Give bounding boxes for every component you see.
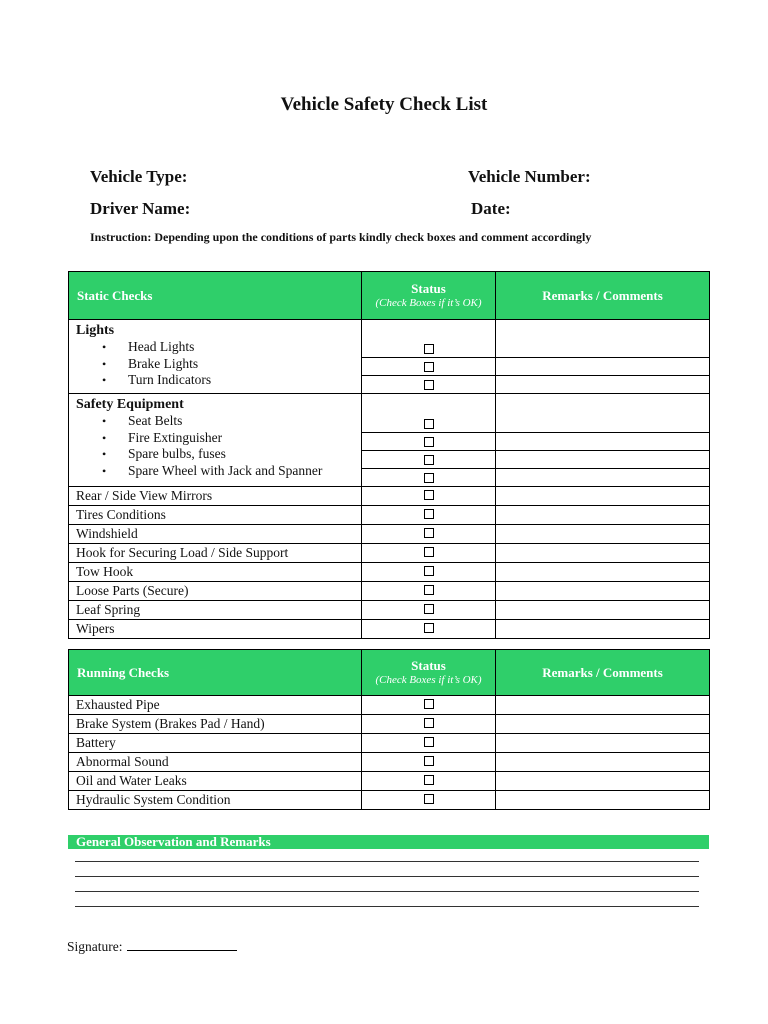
group-safety-equipment	[69, 394, 710, 487]
status-cell	[362, 791, 496, 810]
running-checks-header: Running Checks	[69, 650, 362, 696]
status-cell	[362, 320, 496, 394]
status-cell	[362, 582, 496, 601]
status-cell	[362, 753, 496, 772]
status-slot	[362, 432, 495, 450]
remarks-cell	[496, 320, 710, 394]
status-cell	[362, 525, 496, 544]
signature-block	[67, 939, 237, 955]
checkbox[interactable]	[424, 419, 434, 429]
remarks-slot[interactable]	[496, 394, 709, 432]
check-item: Brake System (Brakes Pad / Hand)	[69, 715, 362, 734]
remarks-cell[interactable]	[496, 525, 710, 544]
checkbox[interactable]	[424, 718, 434, 728]
checkbox[interactable]	[424, 623, 434, 633]
remarks-cell[interactable]	[496, 601, 710, 620]
check-item: Wipers	[69, 620, 362, 639]
remarks-slot[interactable]	[496, 320, 709, 357]
remarks-header: Remarks / Comments	[496, 272, 710, 320]
status-header-label: Status	[411, 280, 446, 296]
remarks-cell[interactable]	[496, 506, 710, 525]
status-cell	[362, 620, 496, 639]
table-row	[69, 487, 710, 506]
table-row	[69, 582, 710, 601]
status-cell	[362, 563, 496, 582]
remarks-header: Remarks / Comments	[496, 650, 710, 696]
check-item: Battery	[69, 734, 362, 753]
check-item: Tow Hook	[69, 563, 362, 582]
remarks-slot[interactable]	[496, 450, 709, 468]
remarks-slot[interactable]	[496, 468, 709, 486]
table-row	[69, 544, 710, 563]
status-slot	[362, 320, 495, 357]
check-item: Loose Parts (Secure)	[69, 582, 362, 601]
check-item: Windshield	[69, 525, 362, 544]
list-item: • Fire Extinguisher	[76, 430, 354, 447]
date-label: Date:	[471, 199, 511, 218]
remarks-cell[interactable]	[496, 734, 710, 753]
status-header	[362, 650, 496, 696]
table-row	[69, 525, 710, 544]
running-checks-table	[68, 649, 710, 810]
remarks-slot[interactable]	[496, 357, 709, 375]
remarks-cell	[496, 394, 710, 487]
list-item: • Seat Belts	[76, 413, 354, 430]
checkbox[interactable]	[424, 473, 434, 483]
table-row	[69, 601, 710, 620]
remarks-cell[interactable]	[496, 582, 710, 601]
status-cell	[362, 601, 496, 620]
status-slot	[362, 357, 495, 375]
checkbox[interactable]	[424, 566, 434, 576]
checkbox[interactable]	[424, 490, 434, 500]
group-lights-cell	[69, 320, 362, 394]
checkbox[interactable]	[424, 699, 434, 709]
check-item: Rear / Side View Mirrors	[69, 487, 362, 506]
checkbox[interactable]	[424, 794, 434, 804]
signature-line[interactable]	[127, 939, 237, 951]
checkbox[interactable]	[424, 547, 434, 557]
remarks-cell[interactable]	[496, 487, 710, 506]
table-row	[69, 753, 710, 772]
driver-name-label: Driver Name:	[90, 199, 191, 218]
page-title: Vehicle Safety Check List	[280, 94, 488, 115]
remarks-slot[interactable]	[496, 375, 709, 393]
check-item: Hydraulic System Condition	[69, 791, 362, 810]
status-header-note: (Check Boxes if it’s OK)	[375, 296, 482, 309]
status-header-note: (Check Boxes if it’s OK)	[375, 673, 482, 686]
list-item: • Brake Lights	[76, 356, 354, 373]
table-row	[69, 696, 710, 715]
instruction-text: Instruction: Depending upon the conditions of parts kindly check boxes and comment accordingly	[90, 230, 592, 244]
group-safety-cell	[69, 394, 362, 487]
remarks-cell[interactable]	[496, 791, 710, 810]
observation-line[interactable]	[75, 861, 699, 862]
checkbox[interactable]	[424, 756, 434, 766]
status-cell	[362, 506, 496, 525]
checkbox[interactable]	[424, 380, 434, 390]
checkbox[interactable]	[424, 509, 434, 519]
check-item: Oil and Water Leaks	[69, 772, 362, 791]
checkbox[interactable]	[424, 344, 434, 354]
group-title: Lights	[76, 323, 115, 338]
observation-line[interactable]	[75, 876, 699, 877]
status-cell	[362, 715, 496, 734]
checkbox[interactable]	[424, 362, 434, 372]
status-cell	[362, 734, 496, 753]
checkbox[interactable]	[424, 455, 434, 465]
remarks-cell[interactable]	[496, 696, 710, 715]
group-title: Safety Equipment	[76, 397, 184, 412]
checkbox[interactable]	[424, 437, 434, 447]
group-lights	[69, 320, 710, 394]
static-checks-header: Static Checks	[69, 272, 362, 320]
check-item: Tires Conditions	[69, 506, 362, 525]
remarks-slot[interactable]	[496, 432, 709, 450]
table-row	[69, 791, 710, 810]
vehicle-type-label: Vehicle Type:	[90, 167, 188, 186]
signature-label: Signature:	[67, 939, 123, 954]
table-row	[69, 563, 710, 582]
table-row	[69, 772, 710, 791]
table-row	[69, 734, 710, 753]
check-item: Abnormal Sound	[69, 753, 362, 772]
table-row	[69, 620, 710, 639]
check-item: Leaf Spring	[69, 601, 362, 620]
observation-line[interactable]	[75, 891, 699, 892]
list-item: • Head Lights	[76, 339, 354, 356]
checkbox[interactable]	[424, 528, 434, 538]
checkbox[interactable]	[424, 585, 434, 595]
remarks-cell[interactable]	[496, 620, 710, 639]
status-slot	[362, 375, 495, 393]
checkbox[interactable]	[424, 604, 434, 614]
remarks-cell[interactable]	[496, 544, 710, 563]
table-row	[69, 715, 710, 734]
check-item: Hook for Securing Load / Side Support	[69, 544, 362, 563]
vehicle-number-label: Vehicle Number:	[468, 167, 591, 186]
checkbox[interactable]	[424, 775, 434, 785]
static-checks-table	[68, 271, 710, 639]
status-header-label: Status	[411, 657, 446, 673]
status-slot	[362, 468, 495, 486]
remarks-cell[interactable]	[496, 563, 710, 582]
check-item: Exhausted Pipe	[69, 696, 362, 715]
status-cell	[362, 487, 496, 506]
status-cell	[362, 772, 496, 791]
remarks-cell[interactable]	[496, 772, 710, 791]
list-item: • Spare bulbs, fuses	[76, 446, 354, 463]
list-item: • Spare Wheel with Jack and Spanner	[76, 463, 354, 480]
status-slot	[362, 394, 495, 432]
status-slot	[362, 450, 495, 468]
status-cell	[362, 696, 496, 715]
status-cell	[362, 544, 496, 563]
status-header	[362, 272, 496, 320]
status-cell	[362, 394, 496, 487]
list-item: • Turn Indicators	[76, 372, 354, 389]
remarks-cell[interactable]	[496, 715, 710, 734]
remarks-cell[interactable]	[496, 753, 710, 772]
observation-header: General Observation and Remarks	[68, 835, 709, 849]
observation-line[interactable]	[75, 906, 699, 907]
table-row	[69, 506, 710, 525]
checkbox[interactable]	[424, 737, 434, 747]
